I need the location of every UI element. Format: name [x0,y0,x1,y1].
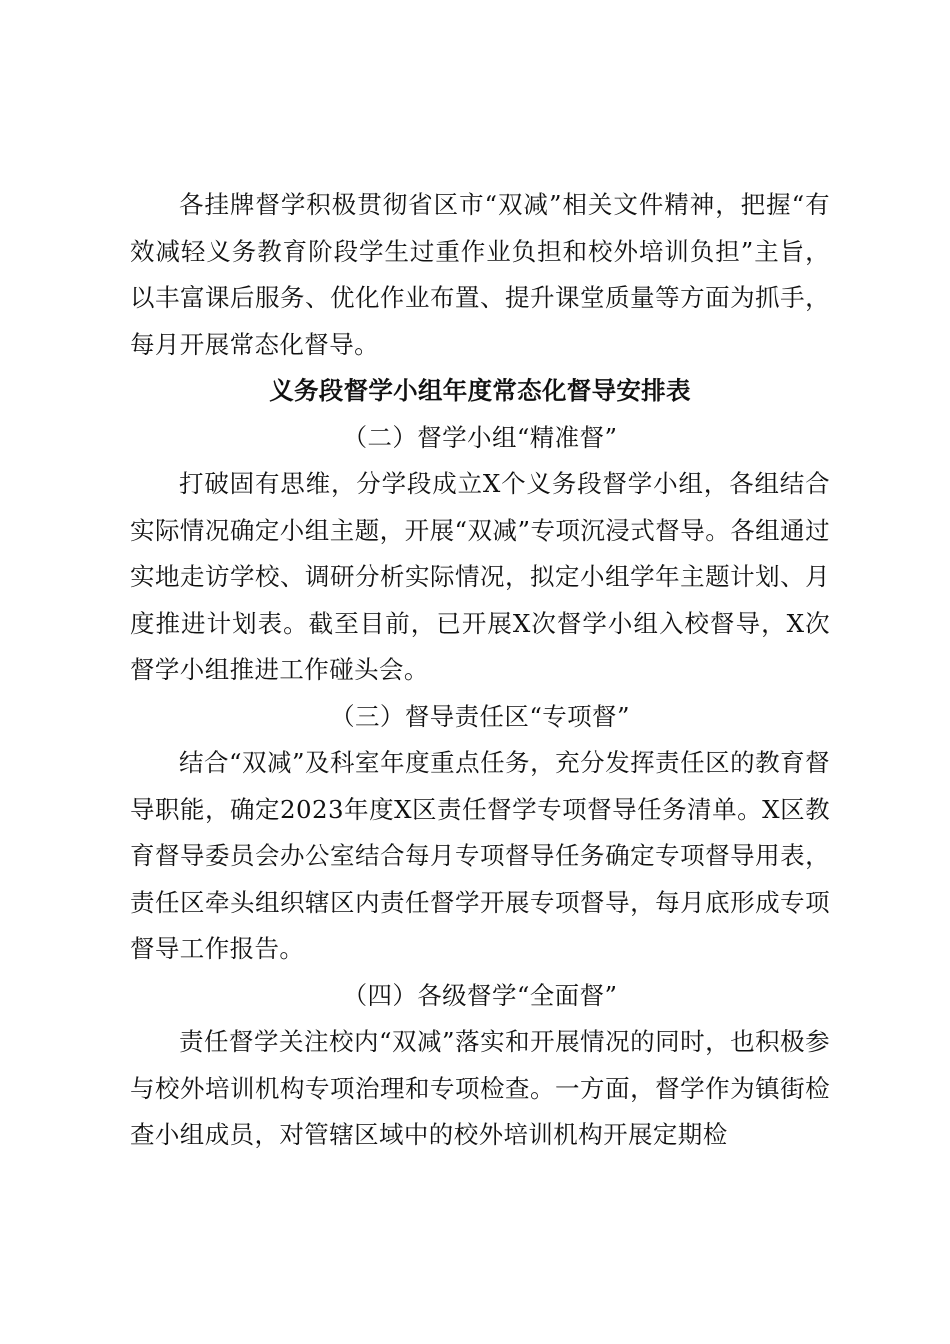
section-heading-4: （四）各级督学“全面督” [342,980,618,1010]
section-heading-2: （二）督学小组“精准督” [342,422,618,452]
table-title: 义务段督学小组年度常态化督导安排表 [269,376,691,405]
paragraph-special-supervision: 结合“双减”及科室年度重点任务，充分发挥责任区的教育督导职能，确定2023年度X区责任督学专项督导任务清单。X区教育督导委员会办公室结合每月专项督导任务确定专项督导用表，责任区牵头组织辖区内责任督学开展专项督导，每月底形成专项督导工作报告。 [130,748,830,963]
paragraph-comprehensive-supervision: 责任督学关注校内“双减”落实和开展情况的同时，也积极参与校外培训机构专项治理和专项检查。一方面，督学作为镇街检查小组成员，对管辖区域中的校外培训机构开展定期检 [130,1027,830,1149]
document-body [130,182,830,1159]
section-heading-3: （三）督导责任区“专项督” [330,701,630,731]
paragraph-routine-supervision: 各挂牌督学积极贯彻省区市“双减”相关文件精神，把握“有效减轻义务教育阶段学生过重作业负担和校外培训负担”主旨，以丰富课后服务、优化作业布置、提升课堂质量等方面为抓手，每月开展常态化督导。 [130,190,830,359]
paragraph-group-supervision: 打破固有思维，分学段成立X个义务段督学小组，各组结合实际情况确定小组主题，开展“双减”专项沉浸式督导。各组通过实地走访学校、调研分析实际情况，拟定小组学年主题计划、月度推进计划表。截至目前，已开展X次督学小组入校督导，X次督学小组推进工作碰头会。 [130,469,830,684]
